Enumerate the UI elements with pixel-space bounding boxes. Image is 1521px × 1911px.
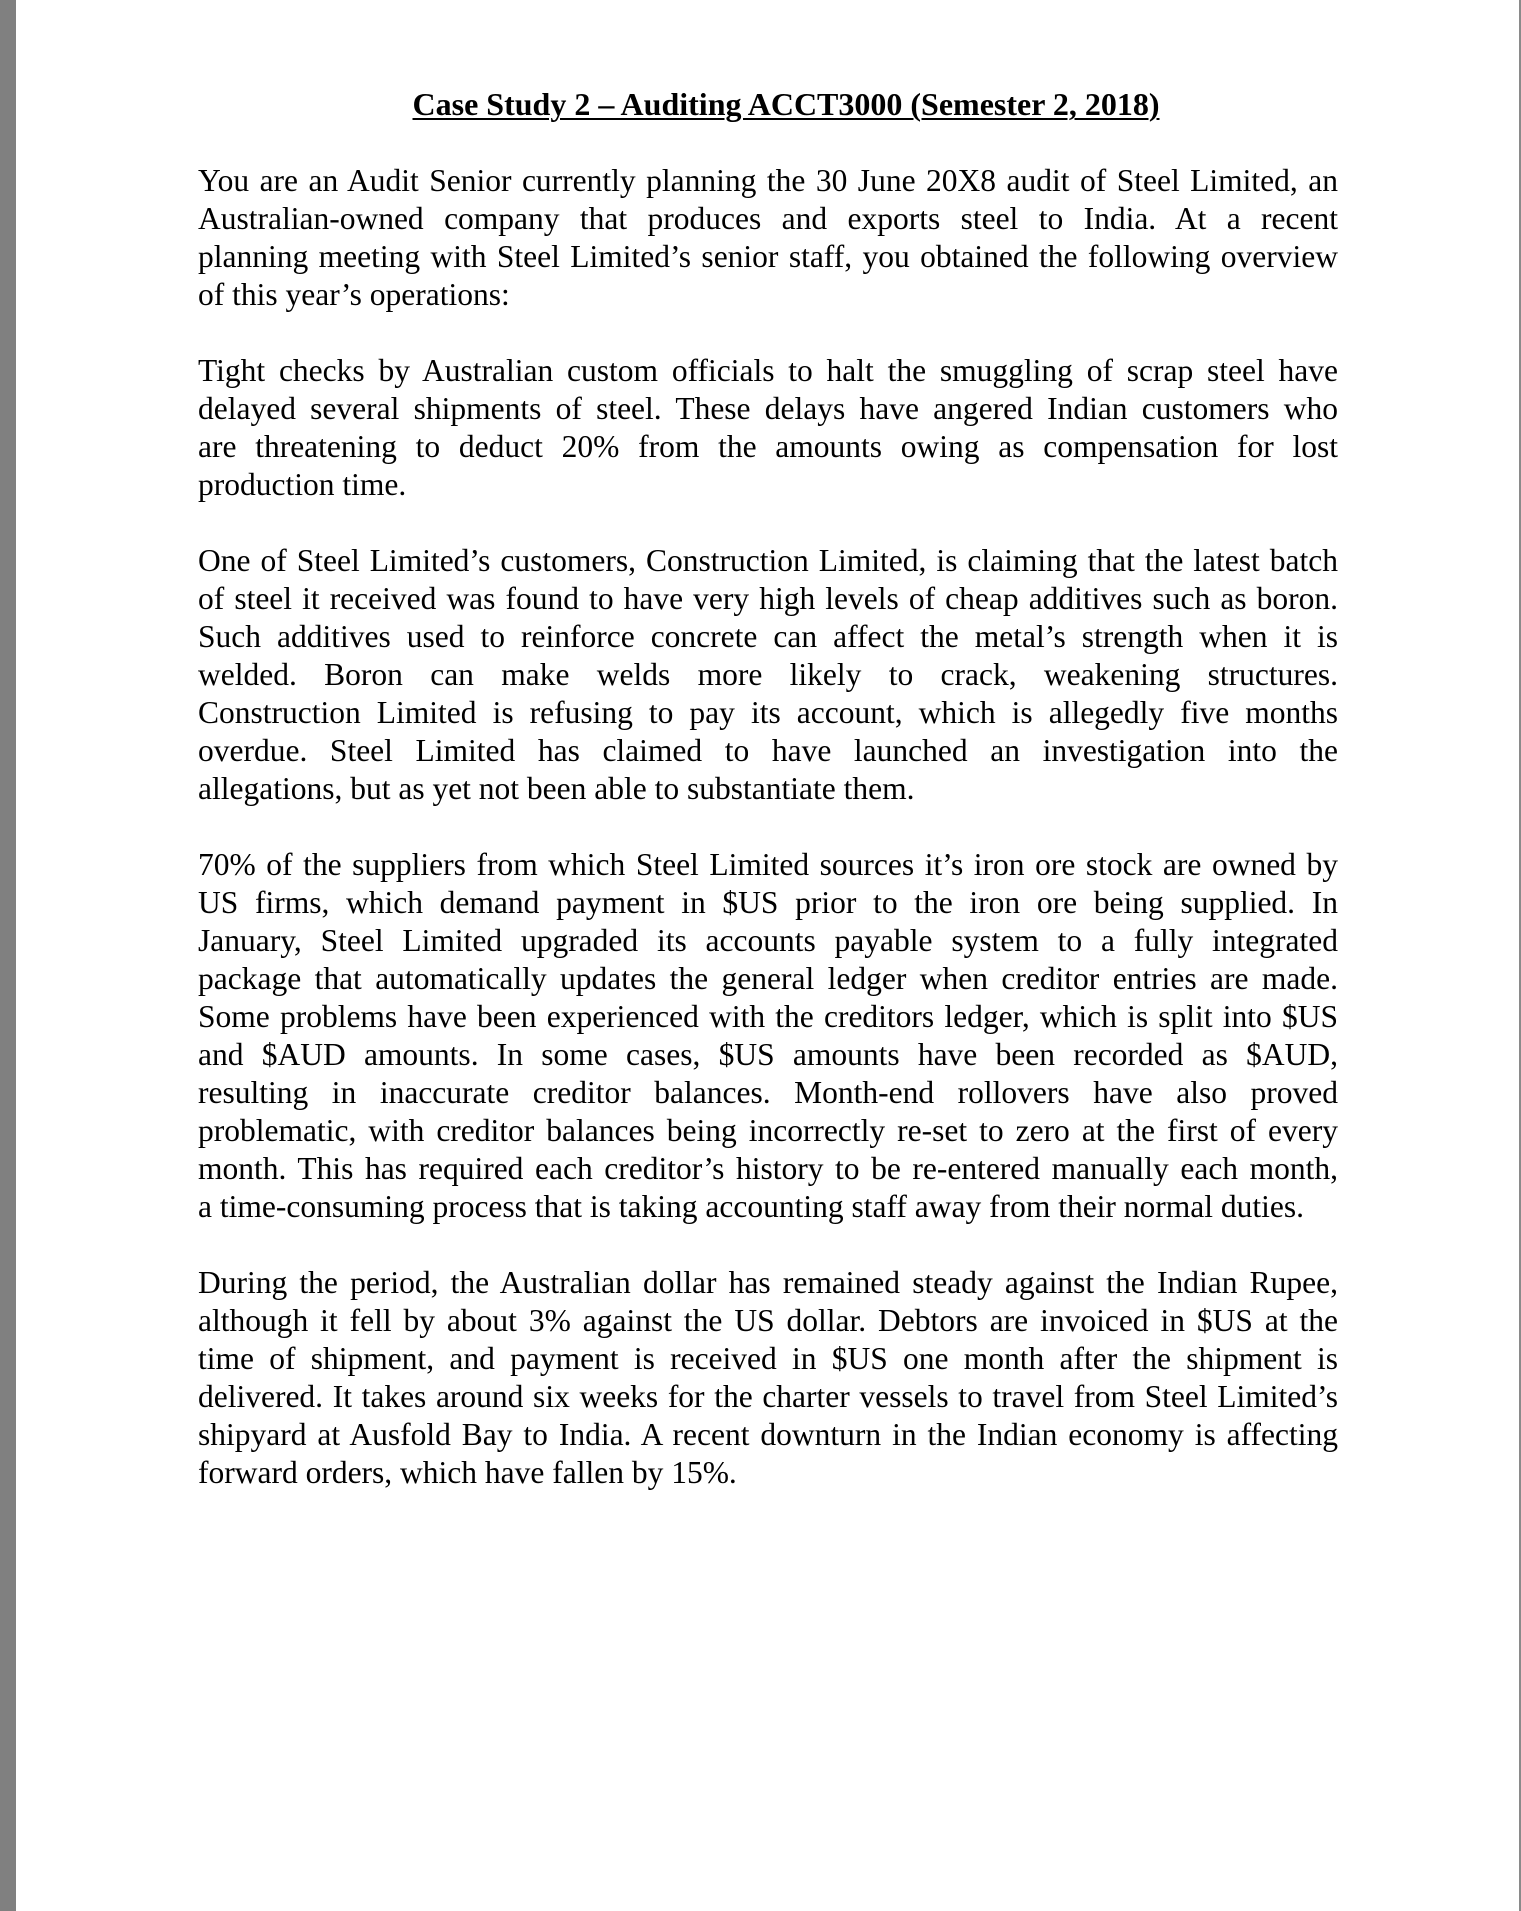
document-page	[16, 0, 1519, 1911]
text-line: Tight checks by Australian custom officials to halt the smuggling of scrap steel have	[198, 353, 1338, 388]
paragraph-exchange-rates	[198, 1264, 1338, 1492]
text-line: overdue. Steel Limited has claimed to have launched an investigation into the	[198, 733, 1338, 768]
text-line: package that automatically updates the general ledger when creditor entries are made.	[198, 961, 1338, 996]
text-line: of this year’s operations:	[198, 277, 510, 312]
text-line: a time-consuming process that is taking accounting staff away from their normal duties.	[198, 1189, 1305, 1224]
paragraph-suppliers-payables	[198, 846, 1338, 1226]
text-line: forward orders, which have fallen by 15%.	[198, 1455, 737, 1490]
paragraph-overview	[198, 162, 1338, 314]
text-line: month. This has required each creditor’s history to be re-entered manually each month,	[198, 1151, 1338, 1186]
text-line: welded. Boron can make welds more likely to crack, weakening structures.	[198, 657, 1338, 692]
text-line: problematic, with creditor balances being incorrectly re-set to zero at the first of every	[198, 1113, 1338, 1148]
viewer-left-margin	[0, 0, 16, 1911]
text-line: Such additives used to reinforce concrete can affect the metal’s strength when it is	[198, 619, 1338, 654]
text-line: time of shipment, and payment is received in $US one month after the shipment is	[198, 1341, 1338, 1376]
text-line: shipyard at Ausfold Bay to India. A recent downturn in the Indian economy is affecting	[198, 1417, 1338, 1452]
text-line: resulting in inaccurate creditor balances. Month-end rollovers have also proved	[198, 1075, 1338, 1110]
text-line: January, Steel Limited upgraded its accounts payable system to a fully integrated	[198, 923, 1338, 958]
paragraph-customs-delays	[198, 352, 1338, 504]
paragraph-construction-limited	[198, 542, 1338, 808]
text-line: delivered. It takes around six weeks for the charter vessels to travel from Steel Limited’s	[198, 1379, 1338, 1414]
text-line: although it fell by about 3% against the US dollar. Debtors are invoiced in $US at the	[198, 1303, 1338, 1338]
text-line: production time.	[198, 467, 407, 502]
text-line: and $AUD amounts. In some cases, $US amounts have been recorded as $AUD,	[198, 1037, 1338, 1072]
document-body	[198, 162, 1338, 1530]
text-line: US firms, which demand payment in $US prior to the iron ore being supplied. In	[198, 885, 1338, 920]
text-line: Construction Limited is refusing to pay its account, which is allegedly five months	[198, 695, 1338, 730]
text-line: delayed several shipments of steel. These delays have angered Indian customers who	[198, 391, 1338, 426]
text-line: One of Steel Limited’s customers, Construction Limited, is claiming that the latest batch	[198, 543, 1338, 578]
text-line: of steel it received was found to have very high levels of cheap additives such as boron.	[198, 581, 1338, 616]
text-line: allegations, but as yet not been able to substantiate them.	[198, 771, 915, 806]
text-line: You are an Audit Senior currently planning the 30 June 20X8 audit of Steel Limited, an	[198, 163, 1338, 198]
text-line: 70% of the suppliers from which Steel Limited sources it’s iron ore stock are owned by	[198, 847, 1338, 882]
text-line: planning meeting with Steel Limited’s senior staff, you obtained the following overview	[198, 239, 1338, 274]
document-title: Case Study 2 – Auditing ACCT3000 (Semester 2, 2018)	[412, 86, 1160, 122]
text-line: Australian-owned company that produces and exports steel to India. At a recent	[198, 201, 1338, 236]
text-line: are threatening to deduct 20% from the amounts owing as compensation for lost	[198, 429, 1338, 464]
text-line: During the period, the Australian dollar has remained steady against the Indian Rupee,	[198, 1265, 1338, 1300]
text-line: Some problems have been experienced with the creditors ledger, which is split into $US	[198, 999, 1338, 1034]
